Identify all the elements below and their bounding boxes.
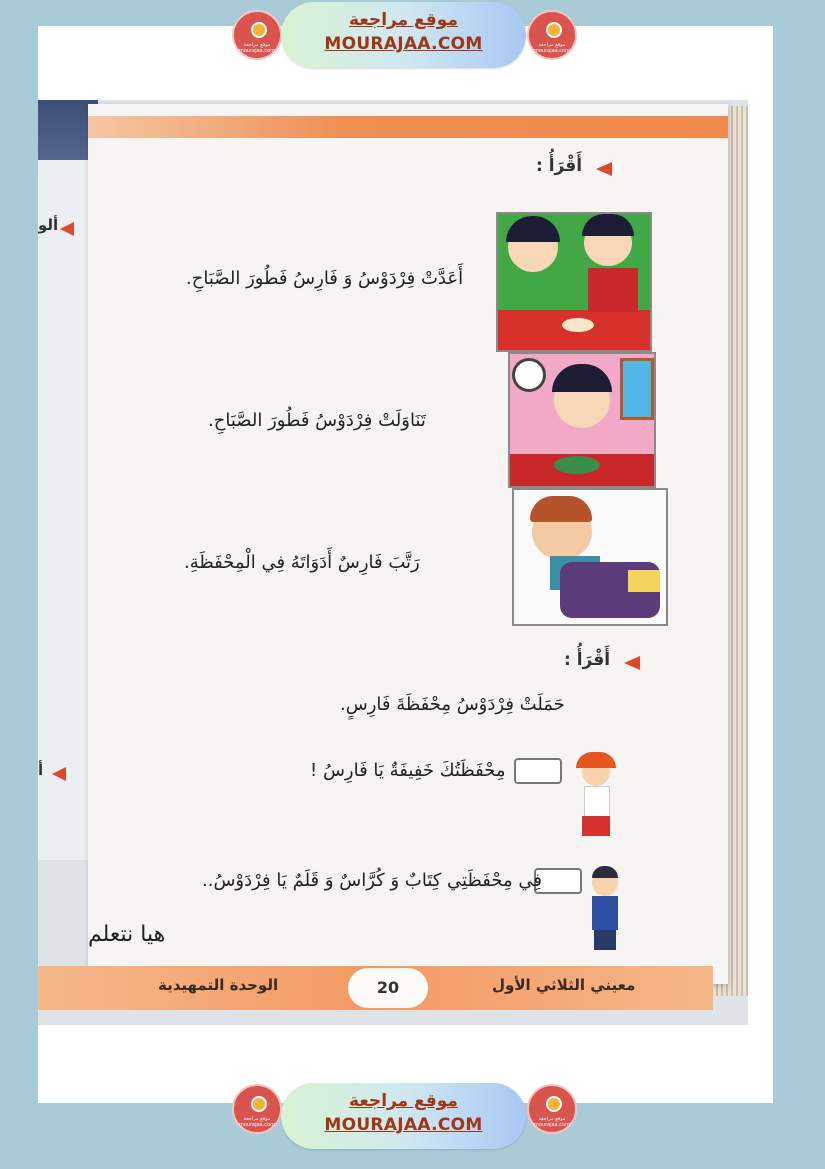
packing-schoolbag-illustration [512,488,668,626]
side-label: ألو [38,216,59,234]
site-name-arabic: موقع مراجعة [349,1091,458,1111]
site-name-latin: MOURAJAA.COM [324,1115,483,1135]
reading-sentence: رَتَّبَ فَارِسٌ أَدَوَاتَهُ فِي الْمِحْفَظَةِ. [184,552,420,573]
site-logo-badge-left: موقع مراجعة mourajaa.com [232,1084,282,1134]
arrow-icon [52,767,66,781]
side-label: أ [38,761,44,779]
site-banner-bottom[interactable] [281,1083,526,1149]
section-heading-read: أَقْرَأُ : [564,650,611,670]
site-name-latin: MOURAJAA.COM [324,34,483,54]
footer-book-title: معيني الثلاثي الأول [492,976,636,994]
arrow-icon [624,656,640,670]
site-logo-badge-left: موقع مراجعة mourajaa.com [232,10,282,60]
dialogue-line: مِحْفَظَتُكَ خَفِيفَةٌ يَا فَارِسُ ! [310,760,506,781]
page-number: 20 [348,968,428,1008]
eating-breakfast-illustration [508,352,656,488]
site-logo-badge-right: موقع مراجعة mourajaa.com [527,10,577,60]
reading-sentence: تَنَاوَلَتْ فِرْدَوْسُ فَطُورَ الصَّبَاحِ. [208,410,426,431]
dialogue-line: فِي مِحْفَظَتِي كِتَابٌ وَ كُرَّاسٌ وَ قَلَمٌ يَا فِرْدَوْسُ.. [202,870,542,891]
boy-character-icon [582,864,628,960]
site-name-arabic: موقع مراجعة [349,10,458,30]
reading-sentence: حَمَلَتْ فِرْدَوْسُ مِحْفَظَةَ فَارِسٍ. [340,694,565,715]
site-logo-badge-right: موقع مراجعة mourajaa.com [527,1084,577,1134]
textbook-photo [38,100,748,1025]
section-heading-read: أَقْرَأُ : [536,156,583,176]
handwritten-note: هيا نتعلم [88,922,166,947]
book-page [88,104,728,984]
speech-bubble-icon [514,758,562,784]
girl-character-icon [568,752,624,856]
arrow-icon [596,162,612,176]
footer-unit-label: الوحدة التمهيدية [158,976,279,994]
site-banner-top[interactable] [281,2,526,68]
page-footer [38,966,713,1010]
arrow-icon [60,222,74,236]
reading-sentence: أَعَدَّتْ فِرْدَوْسُ وَ فَارِسُ فَطُورَ الصَّبَاحِ. [186,268,464,289]
breakfast-preparation-illustration [496,212,652,352]
page-header-band [88,116,728,138]
